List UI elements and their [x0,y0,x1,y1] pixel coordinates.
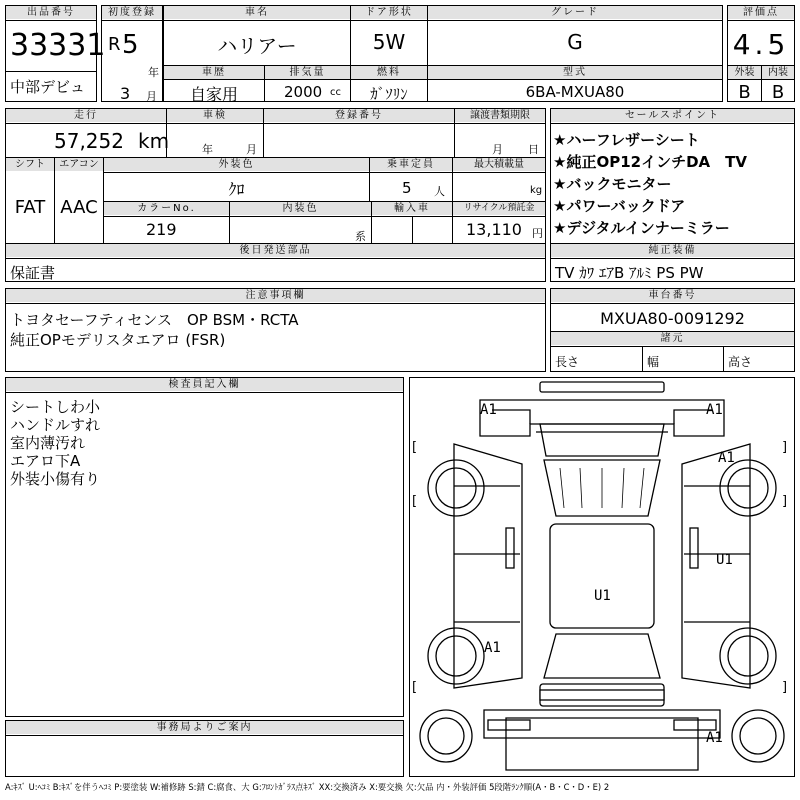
insp-month-unit: 月 [246,143,257,156]
load-unit: kg [530,185,543,196]
recycle-label: リサイクル預託金 [453,202,545,215]
int-grade-label: 内装 [762,66,794,79]
grade-label: グレード [428,6,722,19]
inspector-line: エアロ下A [10,452,81,470]
width-label: 幅 [647,355,660,369]
office-label: 事務局よりご案内 [6,721,403,734]
sales-point-item: ★バックモニター [553,175,672,193]
capacity: 5 [402,179,412,197]
car-name-label: 車名 [164,6,350,19]
dims-label: 諸元 [551,332,794,345]
inspector-line: 外装小傷有り [10,470,101,488]
fuel: ｶﾞｿﾘﾝ [370,85,408,103]
bracket-left-top: [ [412,440,418,455]
recycle: 13,110 [466,220,522,239]
score-box [727,5,795,102]
ext-color-label: 外装色 [104,158,369,171]
reg-no-label: 登録番号 [264,109,454,122]
model-label: 型式 [428,66,722,79]
transfer-day-unit: 日 [528,143,539,156]
notes-box [5,288,546,372]
grade: G [567,30,583,54]
ac: AAC [60,197,98,218]
inspection-label: 車検 [167,109,263,122]
sales-point-item: ★ハーフレザーシート [553,131,700,149]
chassis-label: 車台番号 [551,289,794,302]
era: R [108,34,121,55]
bracket-right-mid: ] [782,494,788,509]
shift-label: シフト [6,158,54,171]
mark-front-left: A1 [480,402,497,418]
car-name: ハリアー [217,34,297,58]
chassis-box [550,288,795,372]
sales-points-label: セールスポイント [551,109,794,122]
displacement-unit: cc [330,87,341,98]
transfer-label: 譲渡書類期限 [455,109,545,122]
lot-number: 33331 [10,28,106,63]
length-label: 長さ [555,355,580,369]
inspector-line: ハンドルすれ [10,416,101,434]
inspector-box [5,377,404,717]
car-diagram [410,378,794,776]
score: 4.5 [732,28,790,61]
mark-front-right: A1 [706,402,723,418]
bracket-left-mid: [ [412,494,418,509]
ext-color: ｸﾛ [228,180,245,199]
fuel-label: 燃料 [351,66,427,79]
history: 自家用 [189,85,238,104]
transfer-month-unit: 月 [492,143,503,156]
color-no: 219 [146,220,177,239]
notes-label: 注意事項欄 [6,289,545,302]
ext-grade: B [738,82,751,103]
bracket-left-bottom: [ [412,680,418,695]
mileage: 57,252 [54,129,124,153]
lot-label: 出品番号 [6,6,96,19]
capacity-label: 乗車定員 [370,158,452,171]
reg-month: 3 [120,84,131,103]
int-color-unit: 系 [355,230,366,243]
mark-left-lower: A1 [484,640,501,656]
displacement: 2000 [284,83,323,101]
legend: A:ｷｽﾞ U:ﾍｺﾐ B:ｷｽﾞを伴うﾍｺﾐ P:要塗装 W:補修跡 S:錆 C:腐食、大 G:ﾌﾛﾝﾄｶﾞﾗｽ点ｷｽﾞ XX:交換済み X:要交換 欠:欠品 内・外装評価 5段階ﾗﾝｸ順(A・B・C・D・E) 2 [5,782,610,792]
car-diagram-box [409,377,795,777]
sales-point-item: ★デジタルインナーミラー [553,219,730,237]
mark-roof: U1 [594,588,611,604]
office-box [5,720,404,777]
mark-right-upper: A1 [718,450,735,466]
color-no-label: カラーNo. [104,202,229,215]
sales-point-item: ★純正OP12インチDA TV [553,153,747,171]
inspector-line: シートしわ小 [10,398,101,416]
mark-rear: A1 [706,730,723,746]
first-reg-label: 初度登録 [102,6,162,19]
info-grid [163,5,723,102]
mileage-label: 走行 [6,109,166,122]
year-unit: 年 [148,66,159,79]
recycle-unit: 円 [532,227,543,240]
shift: FAT [14,197,46,218]
int-grade: B [771,82,785,103]
door-type: 5W [372,30,406,54]
inspector-line: 室内薄汚れ [10,434,86,452]
inspector-label: 検査員記入欄 [6,378,403,391]
ext-grade-label: 外装 [728,66,761,79]
chassis-number: MXUA80-0091292 [600,309,745,328]
debut-text: 中部デビュ [10,78,86,96]
model: 6BA-MXUA80 [525,83,625,101]
displacement-label: 排気量 [265,66,350,79]
mark-right-side: U1 [716,552,733,568]
mileage-unit: km [138,129,170,153]
delivery: 保証書 [10,264,56,282]
equipment: TV ｶﾜ ｴｱB ｱﾙﾐ PS PW [555,264,704,282]
bracket-right-top: ] [782,440,788,455]
capacity-unit: 人 [434,185,445,198]
lot-box [5,5,106,102]
load-label: 最大積載量 [453,158,545,171]
delivery-label: 後日発送部品 [6,244,545,257]
details-box [5,108,546,282]
note-line: 純正OPモデリスタエアロ (FSR) [10,331,226,349]
month-unit: 月 [146,90,157,103]
int-color-label: 内装色 [230,202,371,215]
first-registration-box [101,5,163,102]
history-label: 車歴 [164,66,264,79]
sales-point-item: ★パワーバックドア [553,197,686,215]
equipment-label: 純正装備 [551,244,794,257]
sales-points-box [550,108,795,282]
note-line: トヨタセーフティセンス OP BSM・RCTA [10,311,299,329]
import-label: 輸入車 [372,202,452,215]
height-label: 高さ [728,355,753,369]
score-label: 評価点 [728,6,794,19]
door-label: ドア形状 [351,6,427,19]
reg-year: 5 [122,30,139,60]
insp-year-unit: 年 [202,143,213,156]
bracket-right-bottom: ] [782,680,788,695]
ac-label: エアコン [55,158,103,171]
